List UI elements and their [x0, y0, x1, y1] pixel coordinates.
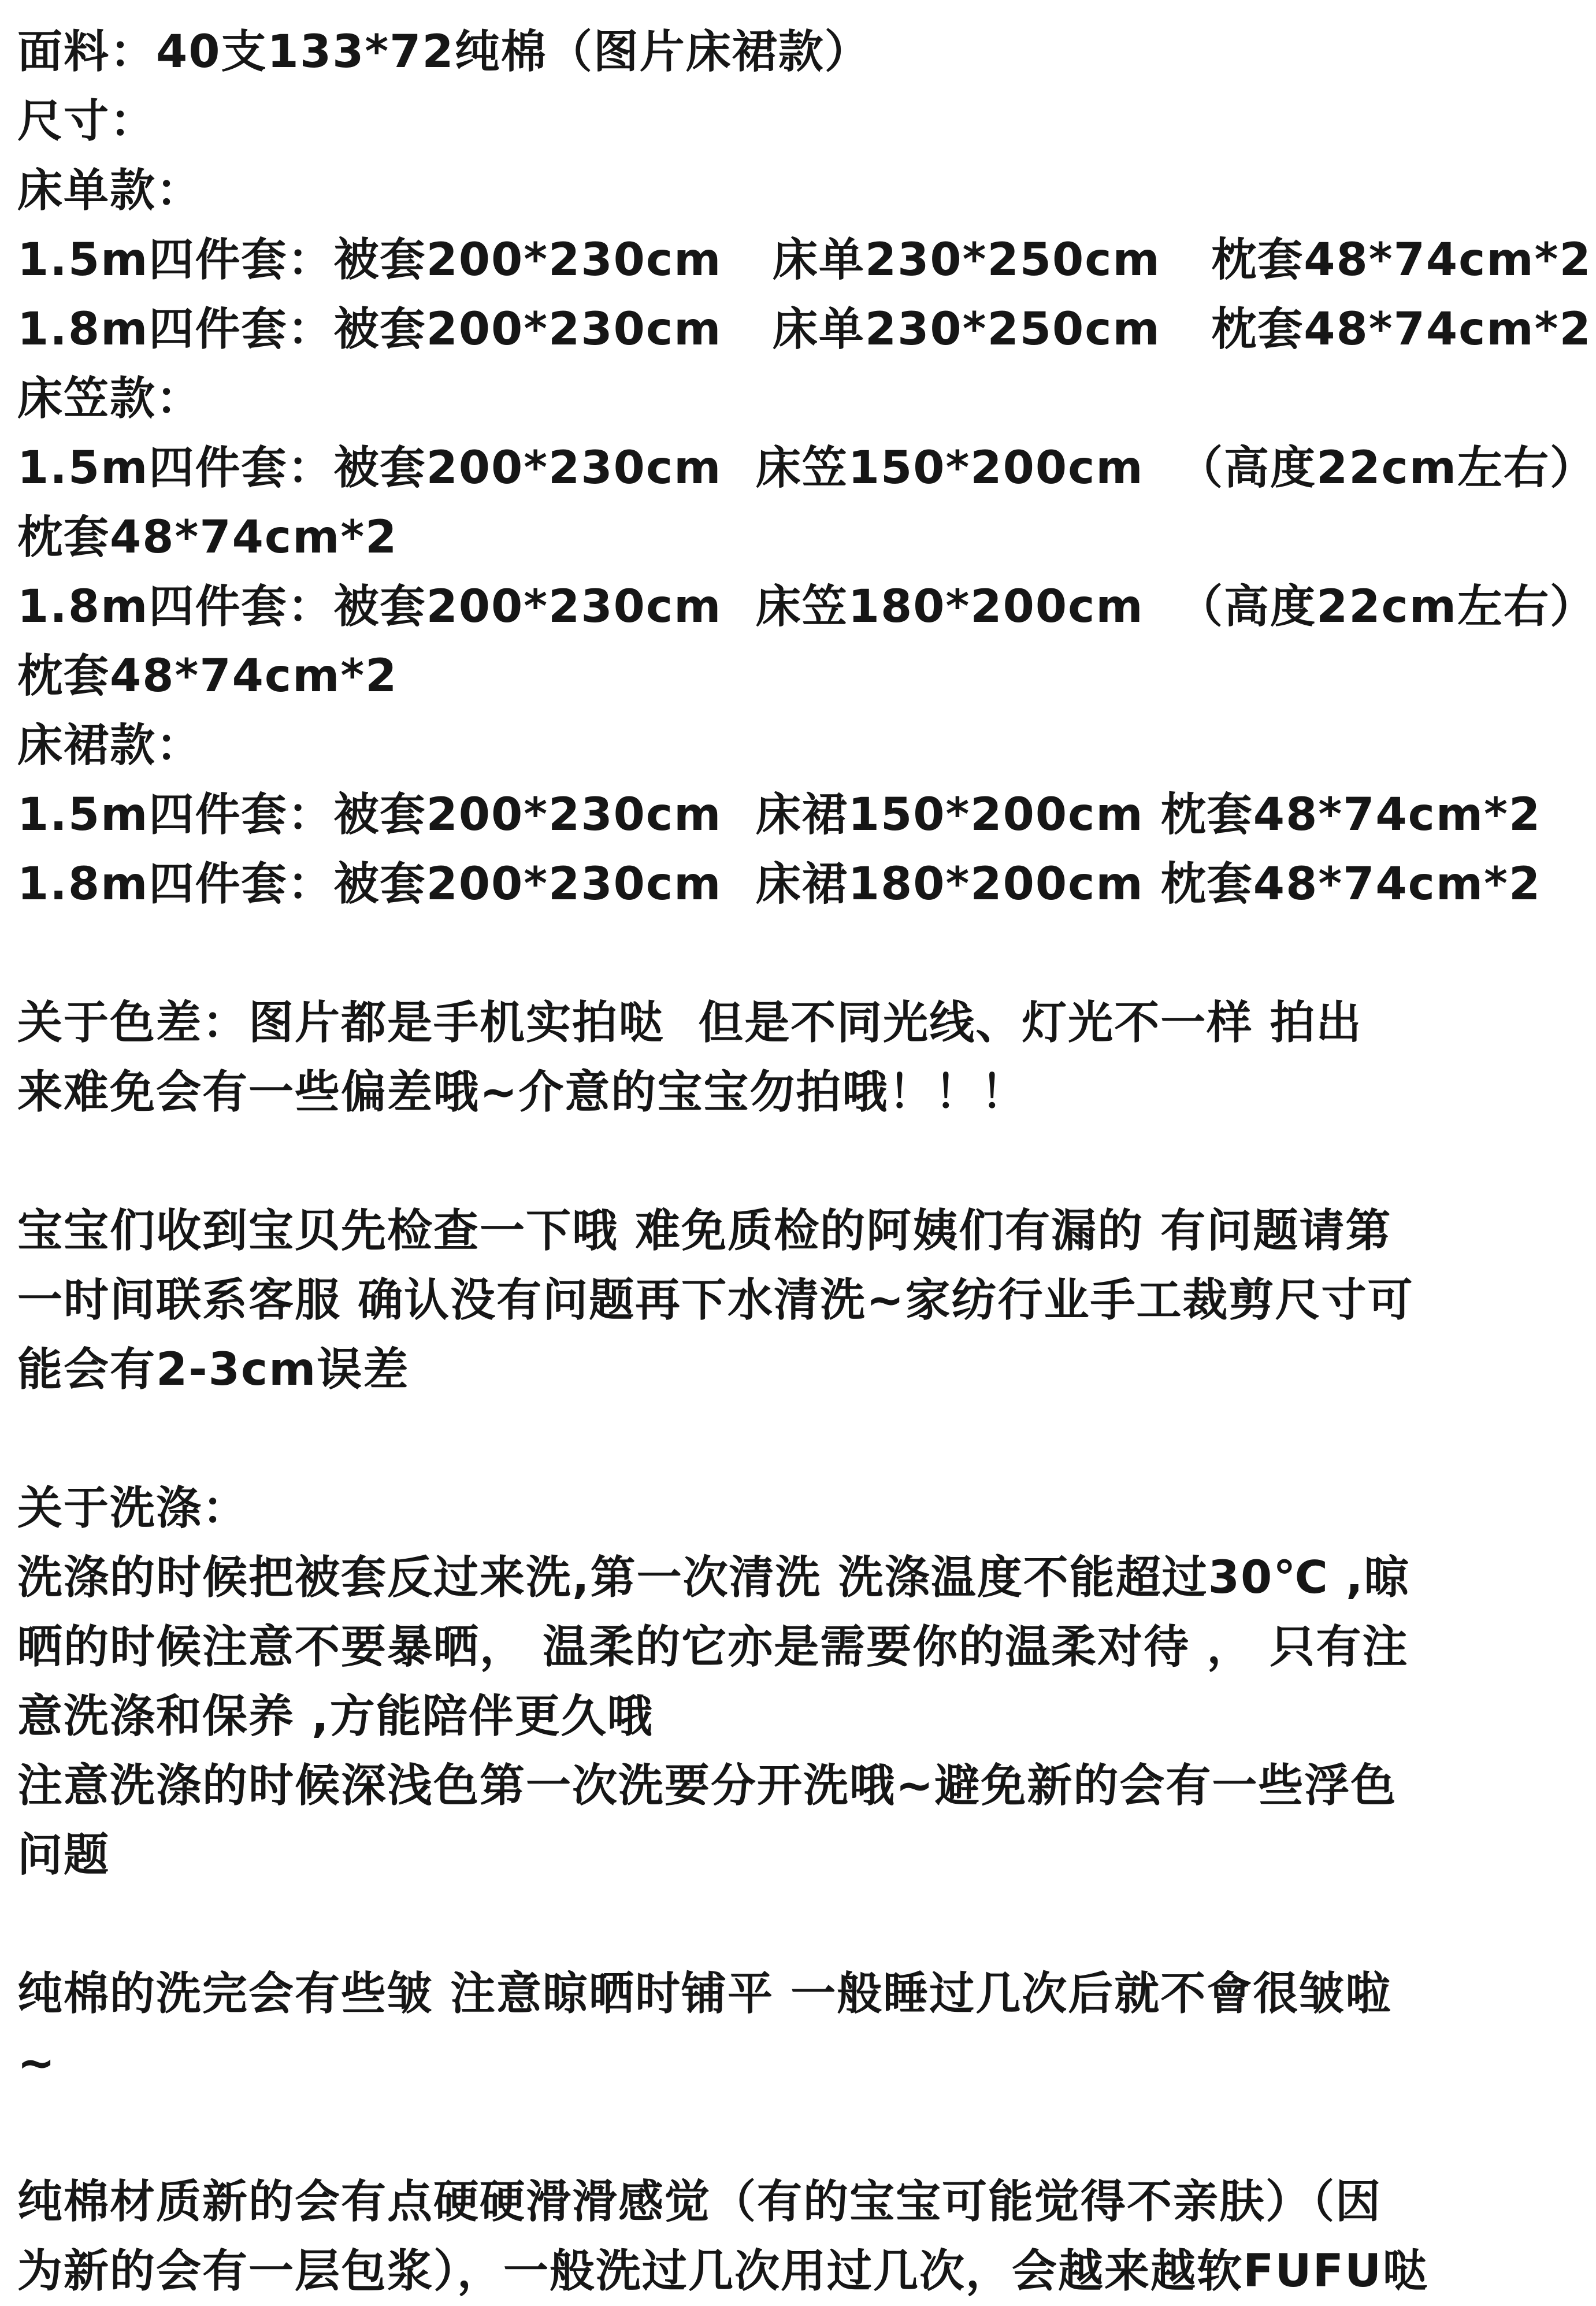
wrinkle-note-section [17, 1959, 1416, 2098]
texture-note-section [17, 2167, 1429, 2306]
wrinkle-note-line: ~ [17, 2037, 57, 2089]
inspection-note-line: 宝宝们收到宝贝先检查一下哦 难免质检的阿姨们有漏的 有问题请第 [17, 1205, 1392, 1257]
color-note-line: 关于色差：图片都是手机实拍哒 但是不同光线、灯光不一样 拍出 [17, 997, 1363, 1049]
sheet-1-8m-line: 1.8m四件套：被套200*230cm 床单230*250cm 枕套48*74cm*2 [17, 303, 1592, 355]
fitted-1-8m-line: 1.8m四件套：被套200*230cm 床笠180*200cm （高度22cm左右） [17, 581, 1596, 633]
product-description-document [17, 17, 1596, 2297]
skirt-1-8m-line: 1.8m四件套：被套200*230cm 床裙180*200cm 枕套48*74cm*2 [17, 858, 1542, 910]
inspection-note-section [17, 1196, 1416, 1404]
inspection-note-line: 能会有2-3cm误差 [17, 1344, 410, 1396]
wrinkle-note-line: 纯棉的洗完会有些皱 注意晾晒时铺平 一般睡过几次后就不會很皱啦 [17, 1968, 1392, 2020]
spacer [17, 2098, 1416, 2167]
spacer [17, 1404, 1416, 1474]
color-note-line: 来难免会有一些偏差哦~介意的宝宝勿拍哦！！！ [17, 1066, 1027, 1118]
fitted-1-5m-line: 1.5m四件套：被套200*230cm 床笠150*200cm （高度22cm左右） [17, 442, 1596, 494]
inspection-note-line: 一时间联系客服 确认没有问题再下水清洗~家纺行业手工裁剪尺寸可 [17, 1274, 1414, 1326]
size-label: 尺寸： [17, 95, 157, 147]
spec-section [17, 17, 1596, 919]
spacer [17, 1890, 1416, 1959]
washing-line: 意洗涤和保养 ,方能陪伴更久哦 [17, 1690, 654, 1743]
skirt-1-5m-line: 1.5m四件套：被套200*230cm 床裙150*200cm 枕套48*74cm*2 [17, 789, 1542, 841]
spacer [17, 919, 1416, 988]
texture-note-line: 纯棉材质新的会有点硬硬滑滑感觉（有的宝宝可能觉得不亲肤）（因 [17, 2176, 1382, 2228]
fabric-line: 面料：40支133*72纯棉（图片床裙款） [17, 26, 871, 78]
fitted-heading: 床笠款： [17, 373, 203, 425]
washing-line: 注意洗涤的时候深浅色第一次洗要分开洗哦~避免新的会有一些浮色 [17, 1760, 1397, 1812]
washing-line: 洗涤的时候把被套反过来洗,第一次清洗 洗涤温度不能超过30℃ ,晾 [17, 1552, 1411, 1604]
color-note-section [17, 988, 1416, 1127]
sheet-heading: 床单款： [17, 165, 203, 217]
texture-note-line: 为新的会有一层包浆），一般洗过几次用过几次，会越来越软FUFU哒 [17, 2245, 1429, 2297]
spacer [17, 1127, 1416, 1196]
fitted-1-5m-pillow-line: 枕套48*74cm*2 [17, 511, 398, 563]
fitted-1-8m-pillow-line: 枕套48*74cm*2 [17, 650, 398, 702]
skirt-heading: 床裙款： [17, 720, 203, 772]
washing-line: 问题 [17, 1829, 110, 1881]
washing-heading: 关于洗涤： [17, 1482, 249, 1534]
sheet-1-5m-line: 1.5m四件套：被套200*230cm 床单230*250cm 枕套48*74cm*2 [17, 234, 1592, 286]
washing-line: 晒的时候注意不要暴晒， 温柔的它亦是需要你的温柔对待 ， 只有注 [17, 1621, 1409, 1673]
washing-section [17, 1474, 1416, 1890]
